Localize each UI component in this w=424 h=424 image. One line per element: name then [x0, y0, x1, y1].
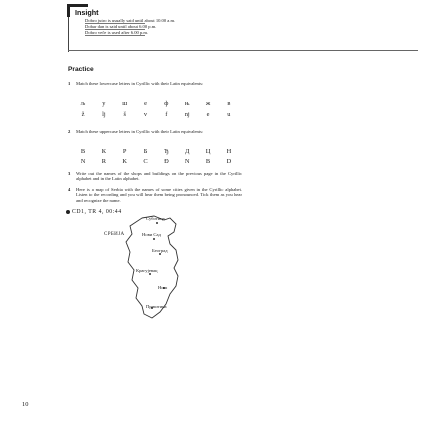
letter: Р: [122, 148, 127, 155]
exercise-instruction: Match these uppercase letters in Cyrillic with their Latin equivalents:: [76, 129, 204, 134]
city-dot-novi-sad: [153, 238, 155, 240]
insight-title: Insight: [75, 8, 99, 17]
letter: е: [144, 100, 147, 107]
exercise-instruction: Write out the names of the shops and buildings on the previous page in the Cyrillic alphabet and in the Latin alphabet.: [76, 171, 242, 182]
exercise-number: 1: [68, 81, 71, 86]
letter: v: [143, 111, 148, 118]
letter: N: [184, 158, 190, 165]
letter: C: [143, 158, 148, 165]
insight-bottom-rule: [68, 50, 418, 51]
city-dot-beograd: [159, 253, 161, 255]
letter: њ: [184, 100, 190, 107]
letter: Ђ: [163, 148, 169, 155]
country-label: СРБИЈА: [104, 232, 125, 237]
letter: Д: [185, 148, 190, 155]
uppercase-cyrillic-row: [76, 148, 236, 155]
city-label-nis: Ниш: [158, 285, 168, 290]
letter: ж: [205, 100, 211, 107]
insight-line-1: Dobro jutro is usually said until about 10.00 a.m.: [85, 18, 176, 23]
audio-track-text: CD1, TR 4, 00:44: [72, 209, 122, 215]
letter: B: [205, 158, 211, 165]
insight-line-2: Dobar dan is said until about 6.00 p.m.: [85, 24, 157, 29]
letter: Ц: [205, 148, 211, 155]
letter: ш: [122, 100, 128, 107]
letter: f: [165, 111, 168, 118]
letter: K: [122, 158, 127, 165]
exercise-instruction: Match these lowercase letters in Cyrillic with their Latin equivalents:: [76, 81, 204, 86]
city-dot-subotica: [156, 222, 158, 224]
audio-icon: [66, 210, 70, 214]
letter: lj: [102, 111, 106, 118]
letter: у: [102, 100, 106, 107]
letter: N: [80, 158, 86, 165]
practice-heading: Practice: [68, 66, 94, 73]
city-label-novi-sad: Нови Сад: [142, 232, 161, 237]
letter: š: [123, 111, 126, 118]
exercise-number: 3: [68, 171, 71, 176]
city-label-pristina: Приштина: [146, 304, 167, 309]
city-label-kragujevac: Крагујевац: [136, 268, 158, 273]
uppercase-latin-row: [76, 158, 236, 165]
letter: ž: [81, 111, 85, 118]
insight-underline-3: [85, 35, 145, 36]
letter: Н: [226, 148, 232, 155]
letter: љ: [80, 100, 86, 107]
insight-box: [68, 8, 307, 52]
city-dot-kragujevac: [149, 273, 151, 275]
letter: Đ: [164, 158, 169, 165]
letter: в: [227, 100, 231, 107]
letter: В: [80, 148, 86, 155]
audio-track-label: [66, 209, 122, 215]
letter: К: [101, 148, 106, 155]
letter: Б: [143, 148, 148, 155]
lowercase-cyrillic-row: [76, 100, 236, 107]
letter: nj: [184, 111, 190, 118]
exercise-number: 4: [68, 187, 71, 192]
letter: R: [101, 158, 106, 165]
exercise-number: 2: [68, 129, 71, 134]
page-number: 10: [22, 401, 29, 408]
letter: ф: [164, 100, 169, 107]
exercise-instruction: Here is a map of Serbia with the names of some cities given in the Cyrillic alphabet. Listen to the recording and you will hear them being pronounced. Tick them as you hear and recognize the name.: [76, 187, 242, 203]
city-label-beograd: Београд: [152, 248, 168, 253]
insight-line-3: Dobro veče is used after 6.00 p.m.: [85, 30, 149, 35]
letter: e: [206, 111, 210, 118]
lowercase-latin-row: [76, 111, 236, 118]
city-label-subotica: Суботица: [146, 216, 165, 221]
letter: D: [226, 158, 232, 165]
letter: u: [227, 111, 231, 118]
